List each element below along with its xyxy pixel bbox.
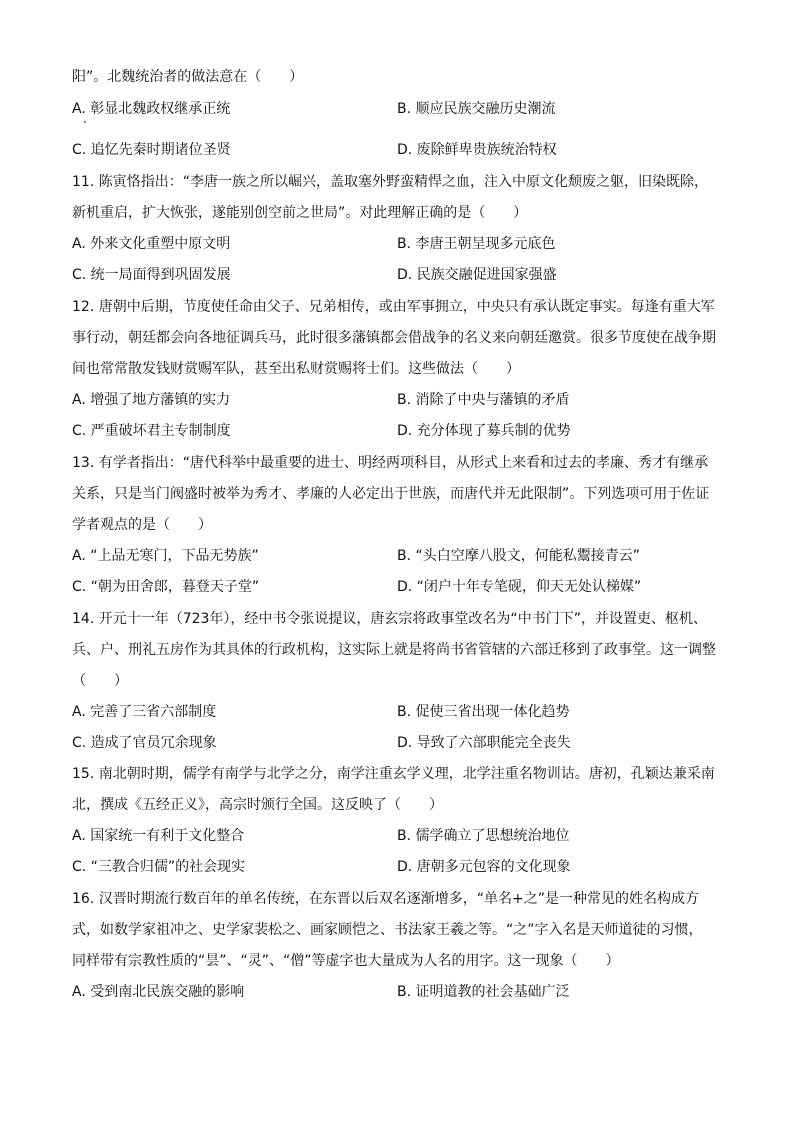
q11-stem-line-1: 11. 陈寅恪指出：“李唐一族之所以崛兴，盖取塞外野蛮精悍之血，注入中原文化颓废之躯，旧染既除， [72, 174, 708, 190]
q13-stem-line-1: 13. 有学者指出：“唐代科举中最重要的进士、明经两项科目，从形式上来看和过去的孝廉、秀才有继承 [72, 455, 708, 471]
q10-option-d: D. 废除鲜卑贵族统治特权 [397, 142, 557, 158]
q12-stem-line-2: 事行动，朝廷都会向各地征调兵马，此时很多藩镇都会借战争的名义来向朝廷邀赏。很多节度使在战争期 [72, 330, 716, 346]
q13-stem-line-3: 学者观点的是（ ） [72, 517, 212, 533]
q12-option-d: D. 充分体现了募兵制的优势 [397, 423, 571, 439]
q11-option-b: B. 李唐王朝呈现多元底色 [397, 236, 556, 252]
stray-dot [84, 121, 86, 123]
q15-option-c: C. “三教合归儒”的社会现实 [72, 859, 246, 875]
q11-option-c: C. 统一局面得到巩固发展 [72, 267, 231, 283]
q14-option-d: D. 导致了六部职能完全丧失 [397, 735, 571, 751]
q13-option-c: C. “朝为田舍郎，暮登天子堂” [72, 579, 260, 595]
q12-stem-line-3: 间也常常散发钱财赏赐军队，甚至出私财赏赐将士们。这些做法（ ） [72, 361, 520, 377]
q14-stem-line-3: （ ） [72, 673, 128, 689]
q11-option-a: A. 外来文化重塑中原文明 [72, 236, 231, 252]
q14-stem-line-1: 14. 开元十一年（723年），经中书令张说提议，唐玄宗将政事堂改名为“中书门下”，并设置吏、枢机、 [72, 611, 707, 627]
q11-option-d: D. 民族交融促进国家强盛 [397, 267, 557, 283]
q14-option-a: A. 完善了三省六部制度 [72, 704, 217, 720]
q16-option-b: B. 证明道教的社会基础广泛 [397, 984, 570, 1000]
question-10-stem-tail: 阳”。北魏统治者的做法意在（ ） [72, 69, 304, 85]
q11-stem-line-2: 新机重启，扩大恢张，遂能别创空前之世局”。对此理解正确的是（ ） [72, 205, 528, 221]
q16-stem-line-1: 16. 汉晋时期流行数百年的单名传统，在东晋以后双名逐渐增多，“单名+之”是一种常见的姓名构成方 [72, 891, 699, 907]
q10-option-c: C. 追忆先秦时期诸位圣贤 [72, 142, 231, 158]
q13-option-b: B. “头白空摩八股文，何能私鬻接青云” [397, 548, 641, 564]
q14-option-c: C. 造成了官员冗余现象 [72, 735, 217, 751]
q13-option-d: D. “闭户十年专笔砚，仰天无处认梯媒” [397, 579, 642, 595]
q13-option-a: A. “上品无寒门，下品无势族” [72, 548, 259, 564]
q12-option-c: C. 严重破坏君主专制制度 [72, 423, 231, 439]
q15-option-d: D. 唐朝多元包容的文化现象 [397, 859, 571, 875]
q16-stem-line-3: 同样带有宗教性质的“昙”、“灵”、“僧”等虚字也大量成为人名的用字。这一现象（ ） [72, 953, 620, 969]
q15-option-b: B. 儒学确立了思想统治地位 [397, 828, 570, 844]
q16-stem-line-2: 式，如数学家祖冲之、史学家裴松之、画家顾恺之、书法家王羲之等。“之”字入名是天师道徒的习惯， [72, 922, 703, 938]
q14-stem-line-2: 兵、户、刑礼五房作为其具体的行政机构，这实际上就是将尚书省管辖的六部迁移到了政事堂。这一调整 [72, 642, 716, 658]
q13-stem-line-2: 关系，只是当门阀盛时被举为秀才、孝廉的人必定出于世族，而唐代并无此限制”。下列选项可用于佐证 [72, 486, 710, 502]
q10-option-b: B. 顺应民族交融历史潮流 [397, 101, 556, 117]
q12-stem-line-1: 12. 唐朝中后期，节度使任命由父子、兄弟相传，或由军事拥立，中央只有承认既定事实。每逢有重大军 [72, 299, 715, 315]
q14-option-b: B. 促使三省出现一体化趋势 [397, 704, 570, 720]
q15-option-a: A. 国家统一有利于文化整合 [72, 828, 245, 844]
q15-stem-line-1: 15. 南北朝时期，儒学有南学与北学之分，南学注重玄学义理，北学注重名物训诂。唐初，孔颖达兼采南 [72, 766, 715, 782]
q10-option-a: A. 彰显北魏政权继承正统 [72, 101, 231, 117]
q12-option-b: B. 消除了中央与藩镇的矛盾 [397, 392, 570, 408]
q16-option-a: A. 受到南北民族交融的影响 [72, 984, 245, 1000]
q12-option-a: A. 增强了地方藩镇的实力 [72, 392, 231, 408]
q15-stem-line-2: 北，撰成《五经正义》，高宗时颁行全国。这反映了（ ） [72, 797, 443, 813]
